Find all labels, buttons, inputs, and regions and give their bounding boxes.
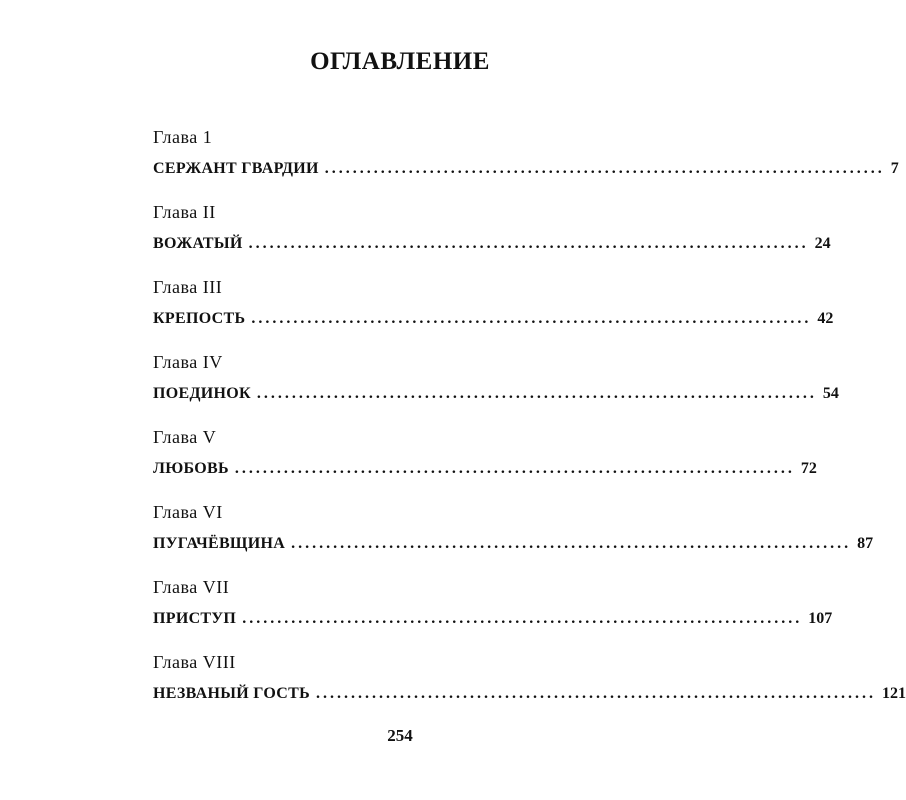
chapter-label: Глава IV [153,352,223,372]
chapter-line [153,379,839,409]
chapter-label: Глава VIII [153,652,236,672]
chapter-line [153,679,906,709]
toc-entry [153,345,839,420]
page-title: ОГЛАВЛЕНИЕ [310,48,490,75]
dot-leader: ................................................................................ [242,610,803,627]
chapter-label: Глава III [153,277,223,297]
page-number: 107 [808,610,833,627]
toc-entry [153,120,899,195]
chapter-title: ПОЕДИНОК [153,385,251,402]
chapter-label: Глава VI [153,502,223,522]
toc-entry [153,495,874,570]
dot-leader: ................................................................................ [234,460,795,477]
toc-entry [153,420,817,495]
chapter-line [153,229,831,259]
page-folio: 254 [387,726,413,745]
dot-leader: ................................................................................ [248,235,809,252]
chapter-title: ВОЖАТЫЙ [153,235,243,252]
chapter-title: КРЕПОСТЬ [153,310,246,327]
chapter-line [153,604,833,634]
toc-entry [153,570,833,645]
chapter-title: ЛЮБОВЬ [153,460,229,477]
page-number: 87 [857,535,874,552]
chapter-title: ПРИСТУП [153,610,237,627]
page-number: 24 [814,235,831,252]
table-of-contents [153,120,906,720]
page-number: 54 [822,385,839,402]
dot-leader: ................................................................................ [316,685,877,702]
chapter-label: Глава VII [153,577,230,597]
chapter-title: НЕЗВАНЫЙ ГОСТЬ [153,685,311,702]
dot-leader: ................................................................................ [251,310,812,327]
chapter-line [153,154,899,184]
page-number: 72 [800,460,817,477]
chapter-line [153,529,874,559]
chapter-label: Глава II [153,202,216,222]
dot-leader: ................................................................................ [256,385,817,402]
dot-leader: ................................................................................ [324,160,885,177]
toc-entry [153,195,831,270]
dot-leader: ................................................................................ [291,535,852,552]
chapter-line [153,454,817,484]
page-number: 7 [890,160,899,177]
toc-entry [153,645,906,720]
chapter-label: Глава V [153,427,217,447]
chapter-label: Глава 1 [153,127,213,147]
chapter-title: ПУГАЧЁВЩИНА [153,535,286,552]
page-number: 42 [817,310,834,327]
toc-entry [153,270,834,345]
chapter-title: СЕРЖАНТ ГВАРДИИ [153,160,319,177]
chapter-line [153,304,834,334]
page-number: 121 [882,685,906,702]
